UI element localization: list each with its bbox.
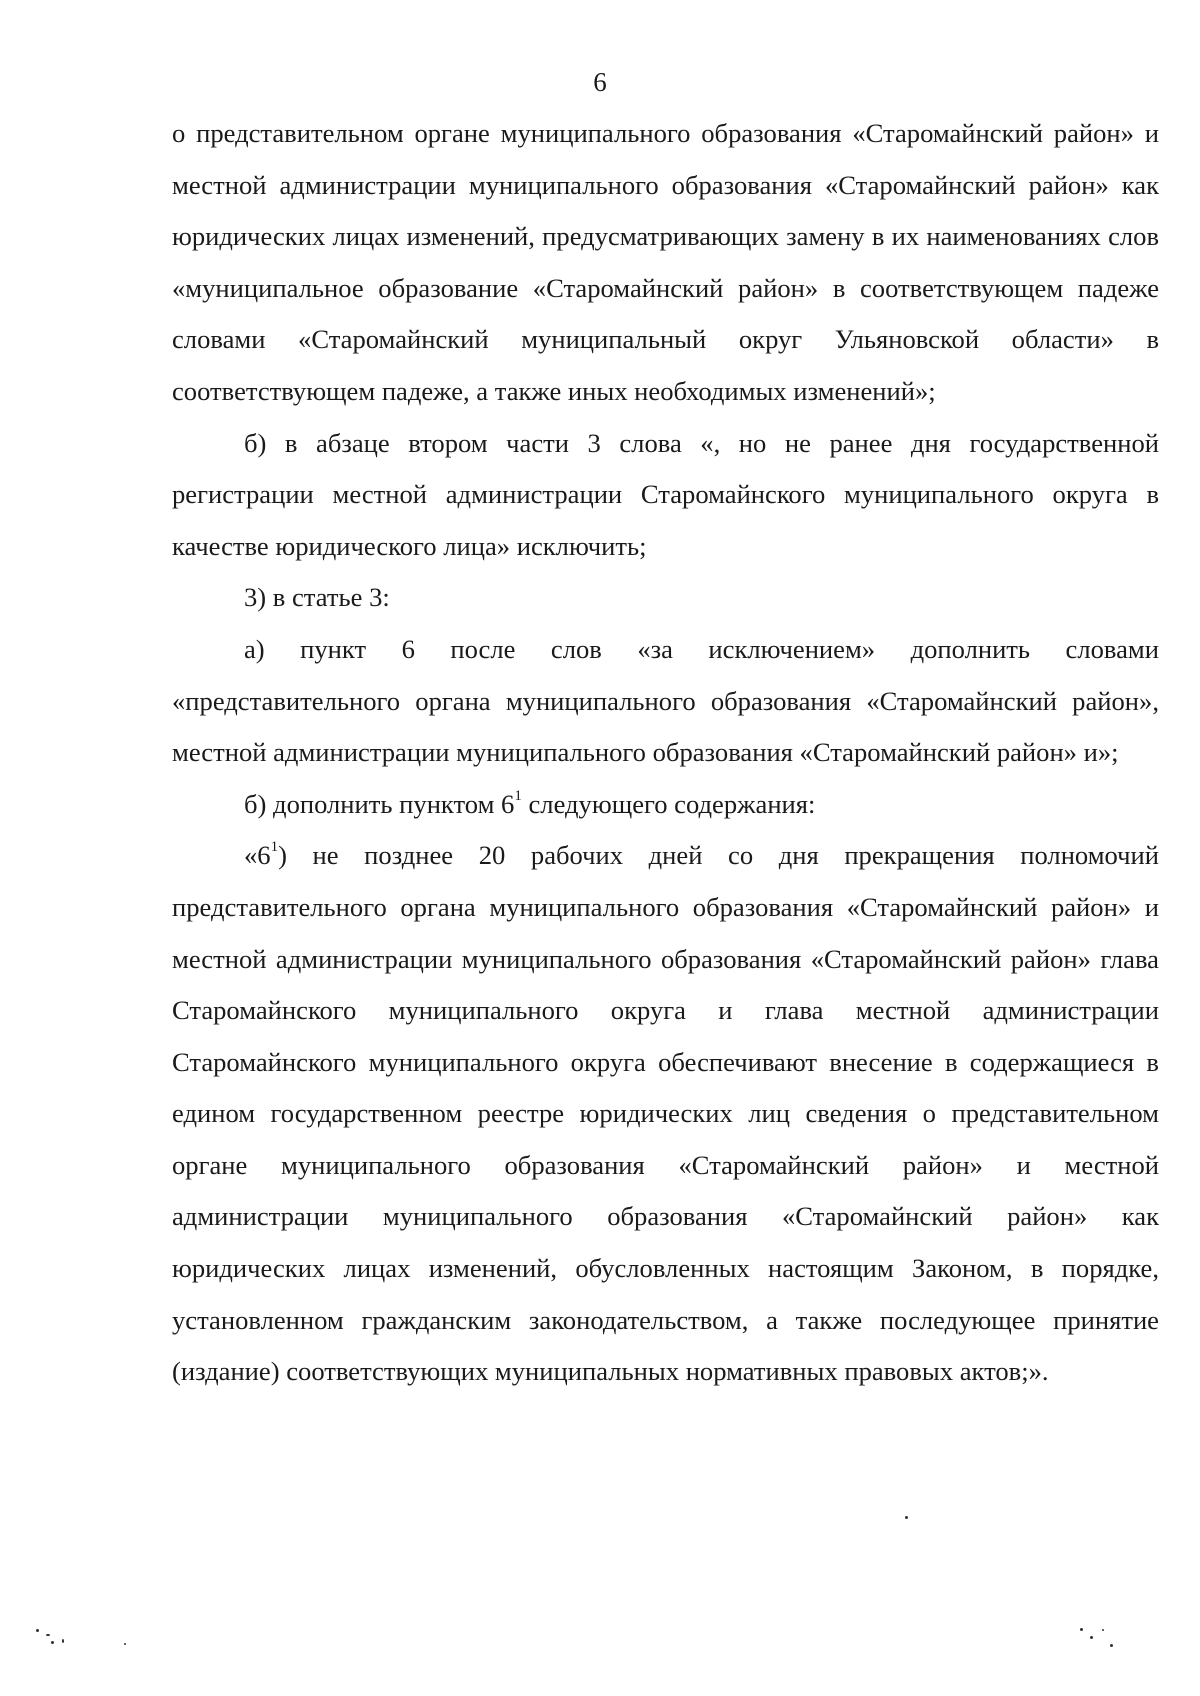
scan-speck <box>905 1516 908 1519</box>
paragraph-new-point-text-before: «6 <box>244 840 271 871</box>
scan-speck <box>46 1634 50 1636</box>
scan-speck <box>1080 1628 1083 1631</box>
scan-speck <box>62 1639 64 1643</box>
paragraph-item-b-text-after: следующего содержания: <box>521 788 816 819</box>
paragraph-new-point-text-after: ) не позднее 20 рабочих дней со дня прекращения полномочий представительного органа муниципального образования «Старомайнский район» и местной администрации муниципального образования «Старомайнский район» глава Старомайнского муниципального округа и глава местной администрации Старомайнского муниципального округа обеспечивают внесение в содержащиеся в едином государственном реестре юридических лиц сведения о представительном органе муниципального образования «Старомайнский район» и местной администрации муниципального образования «Старомайнский район» как юридических лицах изменений, обусловленных настоящим Законом, в порядке, установленном гражданским законодательством, а также последующее принятие (издание) соответствующих муниципальных нормативных правовых актов;». <box>172 840 1159 1387</box>
scan-speck <box>1102 1629 1104 1631</box>
paragraph-item-a-point-6: а) пункт 6 после слов «за исключением» дополнить словами «представительного органа муниципального образования «Старомайнский район», местной администрации муниципального образования «Старомайнский район» и»; <box>172 633 1159 768</box>
scan-speck <box>51 1641 54 1644</box>
superscript-index: 1 <box>514 787 522 804</box>
scan-speck <box>1110 1644 1113 1647</box>
scan-speck <box>1090 1636 1093 1639</box>
superscript-index: 1 <box>270 839 279 856</box>
paragraph-item-b-part-3: б) в абзаце втором части 3 слова «, но не ранее дня государственной регистрации местной администрации Старомайнского муниципального округа в качестве юридического лица» исключить; <box>172 427 1159 561</box>
paragraph-article-3-heading: 3) в статье 3: <box>244 582 390 613</box>
document-body <box>172 108 1159 1398</box>
scan-speck <box>36 1629 39 1632</box>
paragraph-item-b-text-before: б) дополнить пунктом 6 <box>244 788 515 819</box>
page-number: 6 <box>593 67 607 97</box>
scan-speck <box>124 1643 126 1645</box>
paragraph-new-point-6-1 <box>172 830 1159 1398</box>
paragraph-continuation: о представительном органе муниципального образования «Старомайнский район» и местной администрации муниципального образования «Старомайнский район» как юридических лицах изменений, предусматривающих замену в их наименованиях слов «муниципальное образование «Старомайнский район» в соответствующем падеже словами «Старомайнский муниципальный округ Ульяновской области» в соответствующем падеже, а также иных необходимых изменений»; <box>172 118 1159 406</box>
paragraph-item-b-add-point <box>172 779 1159 831</box>
